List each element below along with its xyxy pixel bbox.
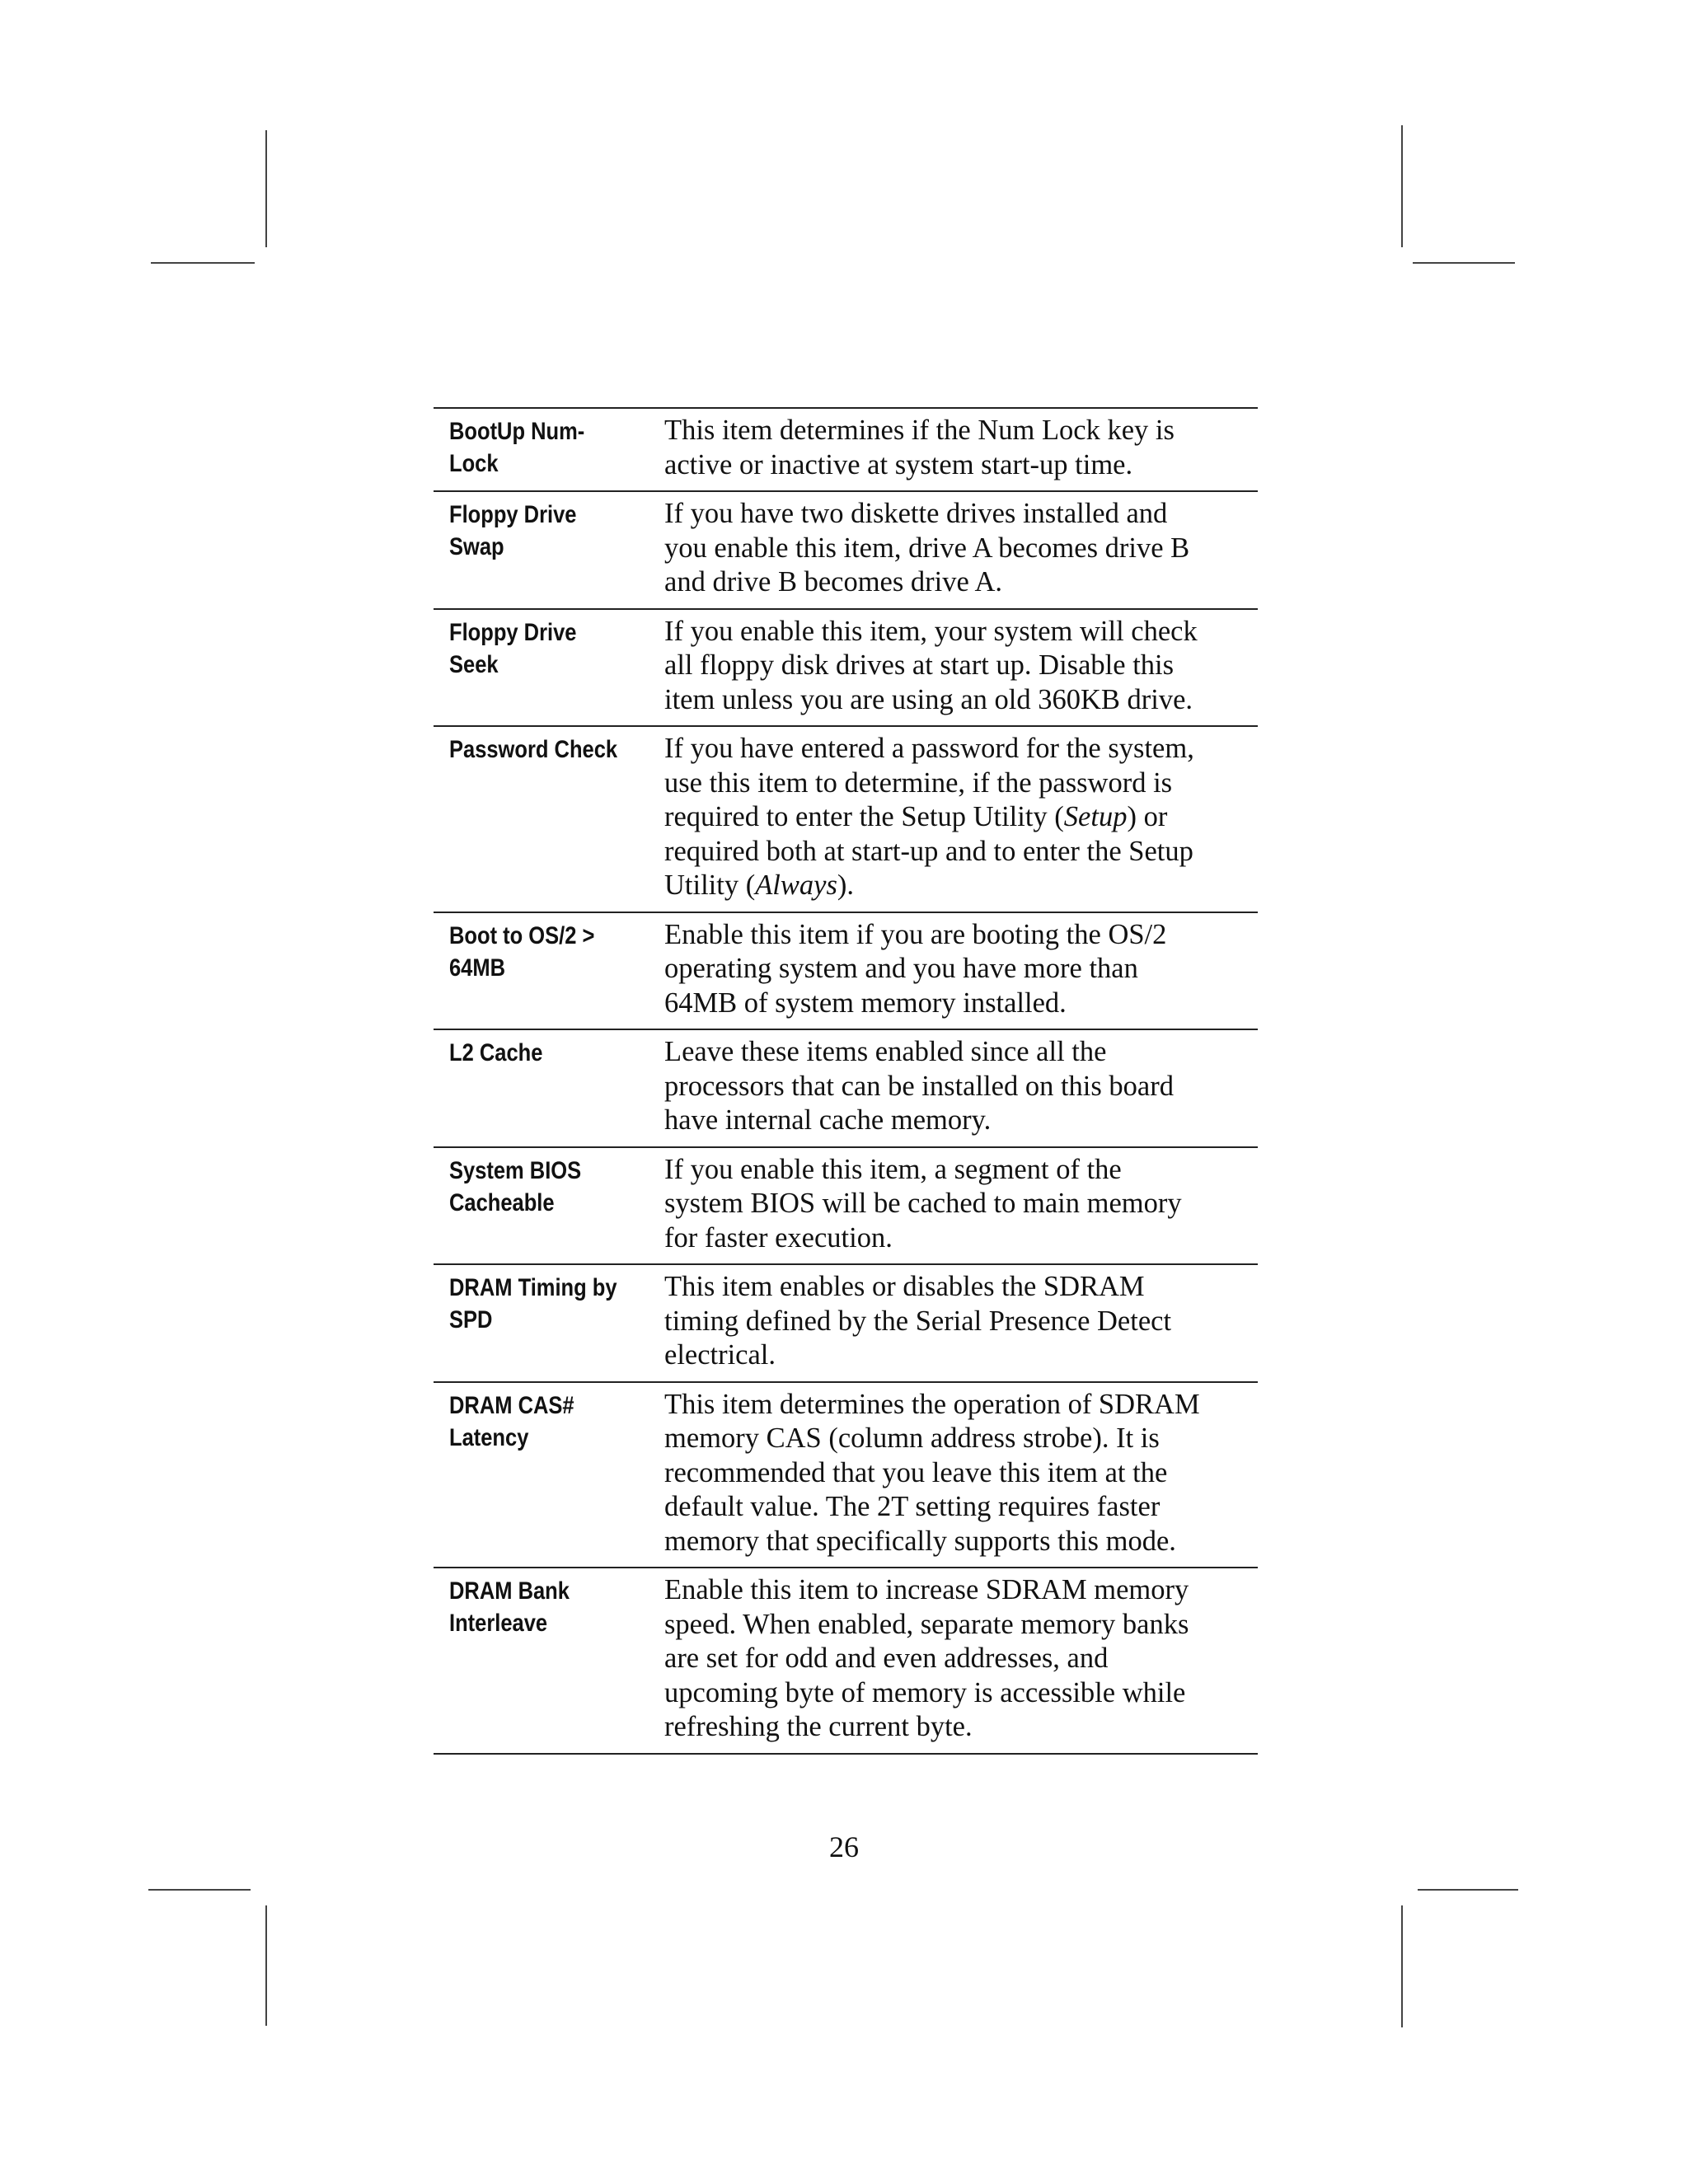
setting-name-line: Boot to OS/2 > — [449, 921, 595, 949]
setting-name — [434, 1568, 664, 1754]
setting-name — [434, 1029, 664, 1147]
setting-name-line: Interleave — [449, 1610, 548, 1637]
setting-description — [664, 1029, 1258, 1147]
table-row-dram-bank-interleave — [434, 1568, 1258, 1754]
setting-name-line: Floppy Drive — [449, 501, 577, 528]
description-line — [664, 800, 1258, 835]
table-row-floppy-drive-swap — [434, 491, 1258, 609]
description-line: you enable this item, drive A becomes drive B — [664, 532, 1190, 564]
table-row-floppy-drive-seek — [434, 609, 1258, 727]
setting-name — [434, 609, 664, 727]
setting-name-line: DRAM CAS# — [449, 1391, 574, 1419]
setting-name-line: BootUp Num- — [449, 418, 585, 445]
description-line: processors that can be installed on this board — [664, 1070, 1174, 1102]
description-line: speed. When enabled, separate memory banks — [664, 1608, 1189, 1640]
description-text: Utility ( — [664, 869, 756, 901]
table-row-dram-timing-by-spd — [434, 1264, 1258, 1382]
setting-name — [434, 1382, 664, 1568]
description-line: use this item to determine, if the password is — [664, 766, 1173, 799]
description-line: timing defined by the Serial Presence Detect — [664, 1305, 1172, 1337]
description-line: This item determines if the Num Lock key is — [664, 415, 1175, 446]
description-line: electrical. — [664, 1339, 776, 1371]
crop-mark-top-right-horizontal — [1413, 262, 1515, 264]
setting-name-line: DRAM Bank — [449, 1577, 570, 1605]
description-text: ). — [837, 869, 855, 901]
setting-name-line: Seek — [449, 650, 499, 678]
description-line — [664, 869, 1258, 903]
description-line: recommended that you leave this item at the — [664, 1456, 1168, 1488]
table-row-system-bios-cacheable — [434, 1147, 1258, 1265]
setting-description — [664, 1382, 1258, 1568]
option-setup-italic: Setup — [1063, 801, 1128, 832]
setting-description — [664, 408, 1258, 491]
description-line: This item enables or disables the SDRAM — [664, 1271, 1145, 1302]
description-line: are set for odd and even addresses, and — [664, 1643, 1109, 1674]
description-line: Enable this item to increase SDRAM memory — [664, 1574, 1189, 1605]
setting-name — [434, 726, 664, 912]
description-line: If you enable this item, your system will check — [664, 615, 1198, 647]
description-line: 64MB of system memory installed. — [664, 987, 1067, 1019]
setting-description — [664, 491, 1258, 609]
description-line: upcoming byte of memory is accessible while — [664, 1676, 1186, 1708]
bios-settings-table — [434, 407, 1258, 1755]
setting-description — [664, 609, 1258, 727]
setting-description — [664, 1568, 1258, 1754]
setting-description — [664, 1147, 1258, 1265]
setting-name-line: Latency — [449, 1423, 529, 1451]
setting-description — [664, 726, 1258, 912]
crop-mark-top-left-horizontal — [151, 262, 255, 264]
setting-name — [434, 491, 664, 609]
description-line: item unless you are using an old 360KB drive. — [664, 683, 1193, 715]
description-line: and drive B becomes drive A. — [664, 566, 1003, 598]
description-text: required to enter the Setup Utility ( — [664, 801, 1064, 832]
setting-description — [664, 1264, 1258, 1382]
crop-mark-bottom-left-horizontal — [148, 1889, 251, 1891]
table-row-bootup-numlock — [434, 408, 1258, 491]
setting-name-line: Lock — [449, 450, 499, 477]
description-line: refreshing the current byte. — [664, 1711, 973, 1742]
setting-name — [434, 1264, 664, 1382]
crop-mark-bottom-right-vertical — [1401, 1905, 1403, 2027]
description-line: If you have two diskette drives installed and — [664, 498, 1168, 529]
description-line: all floppy disk drives at start up. Disable this — [664, 649, 1175, 681]
setting-description — [664, 912, 1258, 1030]
setting-name — [434, 912, 664, 1030]
crop-mark-bottom-left-vertical — [265, 1905, 267, 2026]
setting-name-line: 64MB — [449, 954, 506, 982]
setting-name-line: Password Check — [449, 736, 618, 763]
description-line: required both at start-up and to enter the Setup — [664, 835, 1193, 867]
crop-mark-top-right-vertical — [1401, 125, 1403, 247]
crop-mark-top-left-vertical — [265, 130, 267, 247]
description-line: active or inactive at system start-up time. — [664, 448, 1133, 480]
table-row-l2-cache — [434, 1029, 1258, 1147]
setting-name-line: System BIOS — [449, 1156, 582, 1184]
description-line: default value. The 2T setting requires faster — [664, 1491, 1160, 1522]
setting-name-line: L2 Cache — [449, 1039, 543, 1066]
crop-mark-bottom-right-horizontal — [1418, 1889, 1518, 1891]
table-row-dram-cas-latency — [434, 1382, 1258, 1568]
description-line: Enable this item if you are booting the OS/2 — [664, 918, 1167, 950]
description-line: have internal cache memory. — [664, 1104, 992, 1136]
description-line: memory CAS (column address strobe). It is — [664, 1422, 1160, 1454]
option-always-italic: Always — [755, 869, 837, 901]
setting-name-line: Floppy Drive — [449, 618, 577, 646]
setting-name-line: Swap — [449, 533, 504, 560]
setting-name-line: DRAM Timing by — [449, 1274, 617, 1301]
description-line: for faster execution. — [664, 1221, 893, 1254]
description-text: ) or — [1127, 801, 1168, 832]
description-line: memory that specifically supports this mode. — [664, 1525, 1176, 1557]
setting-name — [434, 408, 664, 491]
setting-name-line: Cacheable — [449, 1188, 555, 1216]
description-line: If you have entered a password for the system, — [664, 733, 1194, 764]
description-line: If you enable this item, a segment of the — [664, 1153, 1122, 1185]
description-line: system BIOS will be cached to main memory — [664, 1188, 1182, 1219]
setting-name — [434, 1147, 664, 1265]
page-number: 26 — [829, 1830, 859, 1863]
setting-name-line: SPD — [449, 1306, 493, 1333]
description-line: operating system and you have more than — [664, 953, 1138, 984]
table-row-boot-to-os2 — [434, 912, 1258, 1030]
table-row-password-check — [434, 726, 1258, 912]
description-line: This item determines the operation of SDRAM — [664, 1388, 1200, 1420]
description-line: Leave these items enabled since all the — [664, 1036, 1107, 1067]
